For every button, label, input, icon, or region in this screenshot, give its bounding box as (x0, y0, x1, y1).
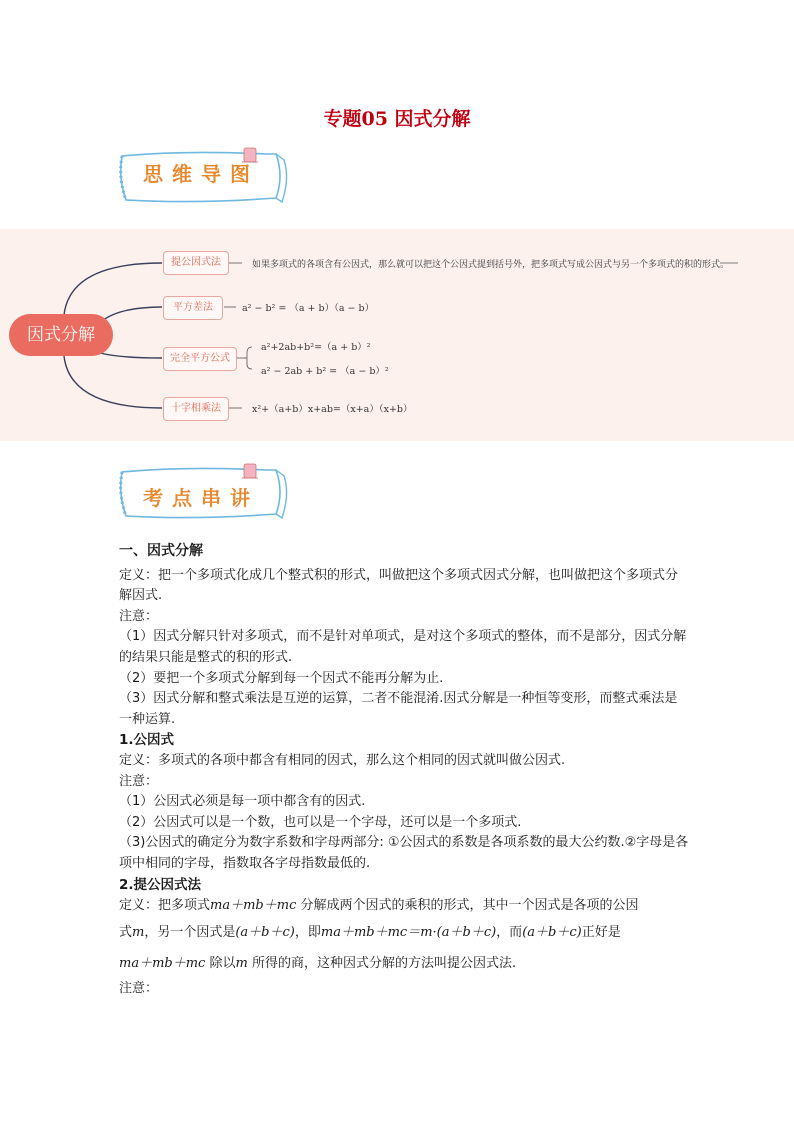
banner-title: 考点串讲 (143, 486, 259, 510)
common-factor-note-3: （3)公因式的确定分为数字系数和字母两部分: ①公因式的系数是各项系数的最大公约数.②字母是各项中相同的字母，指数取各字母指数最低的. (119, 835, 689, 871)
leaf-cross-multiplication: x²+（a+b）x+ab=（x+a）（x+b） (252, 404, 413, 415)
extract-method-note-label: 注意： (119, 981, 159, 997)
text-fragment: 分解成两个因式的乘积的形式，其中一个因式是各项的公因 (300, 898, 639, 914)
key-points-banner (116, 462, 294, 524)
common-factor-note-1: （1）公因式必须是每一项中都含有的因式. (119, 794, 366, 810)
text-fragment: ，即 (294, 925, 321, 941)
definition: 定义：把一个多项式化成几个整式积的形式，叫做把这个多项式因式分解，也叫做把这个多项式分解因式. (119, 567, 679, 604)
extract-method-definition (119, 895, 689, 917)
note-3: （3）因式分解和整式乘法是互逆的运算，二者不能混淆.因式分解是一种恒等变形，而整式乘法是一种运算. (119, 691, 678, 727)
mind-map-banner (116, 146, 294, 208)
leaf-perfect-square-1: a²+2ab+b²=（a + b）² (261, 342, 371, 353)
leaf-extract-common-factor: 如果多项式的各项含有公因式，那么就可以把这个公因式提到括号外，把多项式写成公因式与另一个多项式的积的形式。 (252, 260, 730, 270)
text-fragment: 除以 (209, 956, 236, 972)
subheading-extract-method: 2.提公因式法 (119, 876, 202, 893)
math-expression: (a＋b＋c) (235, 925, 295, 941)
leaf-difference-of-squares: a² − b² = （a + b）（a − b） (242, 303, 375, 314)
text-fragment: 正好是 (581, 925, 621, 941)
text-fragment: 式 (119, 925, 133, 941)
text-fragment: 定义：把多项式 (119, 898, 211, 914)
text-fragment: ，另一个因式是 (144, 925, 236, 941)
common-factor-note-label: 注意： (119, 773, 159, 789)
common-factor-note-2: （2）公因式可以是一个数，也可以是一个字母，还可以是一个多项式. (119, 814, 522, 830)
common-factor-definition: 定义：多项式的各项中都含有相同的因式，那么这个相同的因式就叫做公因式. (119, 752, 566, 768)
math-expression: ma＋mb＋mc (210, 898, 297, 914)
text-fragment: 所得的商，这种因式分解的方法叫提公因式法. (251, 956, 517, 972)
math-expression: m (235, 956, 248, 972)
note-label: 注意： (119, 608, 159, 624)
note-2: （2）要把一个多项式分解到每一个因式不能再分解为止. (119, 670, 444, 686)
math-expression: ma＋mb＋mc (119, 956, 206, 972)
node-perfect-square: 完全平方公式 (163, 347, 237, 371)
lesson-content (119, 541, 689, 1000)
node-difference-of-squares: 平方差法 (163, 296, 223, 320)
banner-title: 思维导图 (143, 162, 259, 186)
section-heading: 一、因式分解 (119, 543, 203, 559)
math-expression: (a＋b＋c) (522, 925, 582, 941)
extract-method-definition-cont (119, 917, 689, 948)
node-extract-common-factor: 提公因式法 (163, 251, 229, 275)
node-cross-multiplication: 十字相乘法 (163, 397, 229, 421)
leaf-perfect-square-2: a² − 2ab + b² = （a − b）² (261, 366, 389, 377)
mind-map (0, 229, 794, 441)
math-expression: m (132, 925, 145, 941)
note-1: （1）因式分解只针对多项式，而不是针对单项式，是对这个多项式的整体，而不是部分，因式分解的结果只能是整式的积的形式. (119, 629, 687, 665)
subheading-common-factor: 1.公因式 (119, 732, 175, 749)
extract-method-definition-end (119, 948, 689, 979)
page-title: 专题05 因式分解 (323, 108, 471, 130)
mind-map-root: 因式分解 (9, 314, 113, 356)
text-fragment: ，而 (496, 925, 523, 941)
math-expression: ma＋mb＋mc＝m·(a＋b＋c) (320, 925, 497, 941)
